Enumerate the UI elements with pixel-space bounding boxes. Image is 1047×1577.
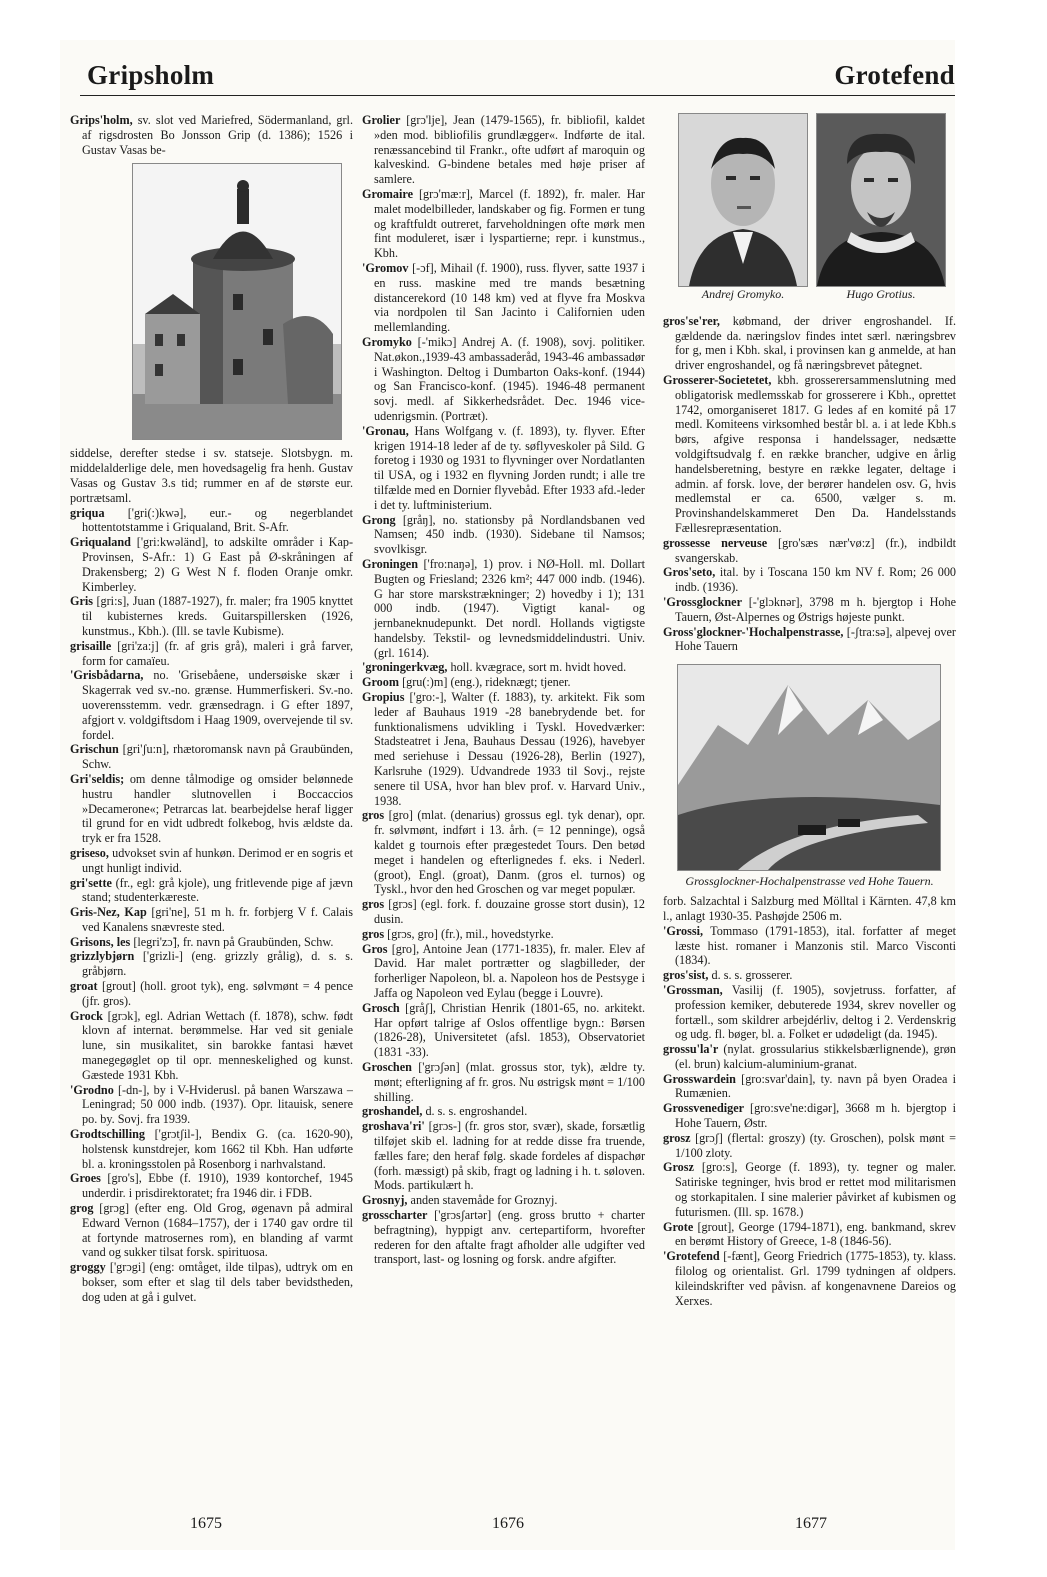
- header-right-title: Grotefend: [834, 60, 955, 90]
- entry: grosscharter ['grɔsʃartər] (eng. gross brutto + charter befragtning), hyppigt anv. certepartiform, hvorefter rederen for den aftalte fragt afholder alle udgifter ved transport, last- og losning og forsk. andre afgifter.: [362, 1207, 645, 1267]
- portrait-grotius: [816, 113, 946, 302]
- portrait-gromyko: [678, 113, 808, 302]
- entry: grog [grɔg] (efter eng. Old Grog, øgenavn på admiral Edward Vernon (1684–1757), der i 1740 gav ordre til at fortynde matrosernes rom), en blanding af varmt vand og sukker tilsat forsk. spirituosa.: [70, 1201, 353, 1260]
- entry: Gri'seldis; om denne tålmodige og omsider belønnede hustru handler slutnovellen i Boccaccios »Decamerone«; Petrarcas lat. bearbejdelse heraf ligger til grund for en vidt udbredt folkebog, hvis ældste da. tryk er fra 1528.: [70, 771, 353, 846]
- entry: Gris-Nez, Kap [gri'ne], 51 m h. fr. forbjerg V f. Calais ved Kanalens snævreste sted.: [70, 905, 353, 934]
- entry: Groschen ['grɔʃən] (mlat. grossus stor, tyk), ældre ty. mønt; efterligning af fr. gros. Nu østrigsk mønt = 1/100 shilling.: [362, 1060, 645, 1104]
- entry: Groom [gru(:)m] (eng.), rideknægt; tjener.: [362, 675, 571, 690]
- entry: Grosz [gro:s], George (f. 1893), ty. tegner og maler. Satiriske tegninger, hvis brod er rettet mod militarismen og storkapitalen. I sine malerier påvirket af kubismen og futurismen. (Ill. sp. 1678.): [663, 1160, 956, 1219]
- entry: griqua ['gri(:)kwə], eur.- og negerblandet hottentotstamme i Griqualand, Brit. S-Afr.: [70, 505, 353, 535]
- entry: 'Gronau, Hans Wolfgang v. (f. 1893), ty. flyver. Efter krigen 1914-18 leder af de ty. søflyveskoler på Sild. G foretog i 1930 og 1931 to flyvninger over Nordatlanten til USA, og i 1932 en flyvning Jorden rundt; i alle tre tilfælde med en Dornier flyvebåd. Efter 1933 afd.-leder i det ty. luftministerium.: [362, 423, 645, 512]
- entry: Grisons, les [legri'zɔ̃], fr. navn på Graubünden, Schw.: [70, 934, 334, 949]
- entry: groggy ['grɔgi] (eng: omtåget, ilde tilpas), udtryk om en bokser, som efter et slag til dels taber bevidstheden, dog uden at gå i gulvet.: [70, 1260, 353, 1304]
- entry: Gropius ['gro:-], Walter (f. 1883), ty. arkitekt. Fik som leder af Bauhaus 1919 -28 banebrydende bet. for funktionalismens udvikling i Tyskl. Hovedværker: Stadsteatret i Jena, Bauhaus Dessau (1926), havebyer med seriehuse i Dessau (1926-28), Berlin (1927), Karlsruhe (1929). Udvandrede 1933 til Sovj., rejste senere til USA, hvor han blev prof. v. Harvard Univ., 1938.: [362, 690, 645, 808]
- entry: Grischun [gri'ʃu:n], rhætoromansk navn på Graubünden, Schw.: [70, 742, 353, 772]
- entry: gri'sette (fr., egl: grå kjole), ung fritlevende pige af jævn stand; studenterkæreste.: [70, 875, 353, 905]
- column-3: [663, 113, 956, 1533]
- entry: forb. Salzachtal i Salzburg med Mölltal i Kärnten. 47,8 km l., anlagt 1930-35. Pashøjde 2506 m.: [663, 894, 956, 923]
- portrait-row: [678, 113, 956, 302]
- grotius-caption: Hugo Grotius.: [846, 287, 916, 301]
- column-1: [70, 113, 353, 1533]
- entry: Grosnyj, anden stavemåde for Groznyj.: [362, 1193, 558, 1208]
- entry: Gros [gro], Antoine Jean (1771-1835), fr. maler. Elev af David. Har malet portrætter og slagbilleder, der forherliger Napoleon, bl. a. Napoleon hos de Pestsyge i Jaffa og Napoleon ved Eylau (begge i Louvre).: [362, 941, 645, 1001]
- entry: 'Grossi, Tommaso (1791-1853), ital. forfatter af meget læste hist. romaner i Manzonis stil. Marco Visconti (1834).: [663, 923, 956, 968]
- page-number-1677: 1677: [795, 1515, 827, 1532]
- entry: Grosserer-Societetet, kbh. grosserersammenslutning med obligatorisk medlemsskab for grosserere i Kbh., oprettet 1742, omorganiseret 1817. G ledes af en komité på 17 medl. Komiteens virksomhed består bl. a. i at lede Kbh.s børs, afgive responsa i handelssager, nedsætte voldgiftsudvalg f. en række brancher, udgive en årlig handelsberetning, bestyre en række legater, deltage i admin. af forsk. love, der berører handelen osv. G, hvis medlemstal er ca. 6500, vælger s. m. Provinshandelskammeret Den Da. Handelsstands Fællesrepræsentation.: [663, 372, 956, 535]
- grotius-photo: [816, 113, 946, 287]
- entry: Grosswardein [gro:svar'dain], ty. navn på byen Oradea i Rumænien.: [663, 1071, 956, 1101]
- header-rule: [80, 95, 955, 96]
- entry: grossesse nerveuse [gro'sæs nær'vø:z] (fr.), indbildt svangerskab.: [663, 535, 956, 565]
- entry: groat [grout] (holl. groot tyk), eng. sølvmønt = 4 pence (jfr. gros).: [70, 979, 353, 1008]
- gromyko-photo: [678, 113, 808, 287]
- entry: Grosch [gråʃ], Christian Henrik (1801-65, no. arkitekt. Har opført talrige af Oslos offentlige bygn.: Børsen (1826-28), Universitetet (afsl. 1853), Observatoriet (1831 -33).: [362, 1000, 645, 1060]
- page-number-1675: 1675: [190, 1515, 222, 1532]
- entry: Gross'glockner-'Hochalpenstrasse, [-ʃtra:sə], alpevej over Hohe Tauern: [663, 624, 956, 654]
- entry: grisaille [gri'za:j] (fr. af gris grå), maleri i grå farver, form for camaïeu.: [70, 638, 353, 668]
- entry: 'Grossman, Vasilij (f. 1905), sovjetruss. forfatter, af profession kemiker, debuterede 1934, skrev noveller og fortæll., som skildrer arbejdérliv, deltog i 2. Verdenskrig og udg. fl. bøger, bl. a. Folket er udødeligt (da. 1945).: [663, 982, 956, 1042]
- alpine-road-photo: [677, 664, 941, 871]
- entry: griseso, udvokset svin af hunkøn. Derimod er en sogris et ungt hunligt individ.: [70, 845, 353, 875]
- entry: grosz [grɔʃ] (flertal: groszy) (ty. Groschen), polsk mønt = 1/100 zloty.: [663, 1130, 956, 1160]
- castle-photo: [132, 163, 342, 440]
- entry: Gromaire [grɔ'mæ:r], Marcel (f. 1892), fr. maler. Har malet modelbilleder, landskaber og fig. Formen er tung og kraftfuldt outreret, farveholdningen ofte mørk men fint moduleret, især i lyspartierne; repr. i kunstmus., Kbh.: [362, 186, 645, 261]
- entry: gros [grɔs, gro] (fr.), mil., hovedstyrke.: [362, 926, 554, 941]
- entry: Groes [gro's], Ebbe (f. 1910), 1939 kontorchef, 1945 underdir. i prisdirektoratet; fra 1946 dir. i FDB.: [70, 1171, 353, 1201]
- dictionary-page: [60, 40, 955, 1550]
- column-2: [362, 113, 645, 1533]
- entry: Groningen ['fro:naŋə], 1) prov. i NØ-Holl. ml. Dollart Bugten og Friesland; 2326 km²; 447 000 indb. (1946). G har store marskstrækninger; 2) hovedby i 1); 131 000 indb. (1947). Vigtigt kanal- og jernbaneknudepunkt. Det nordl. Hollands vigtigste handelsby. Tekstil- og levnedsmiddelindustri. Univ. (grl. 1614).: [362, 556, 645, 660]
- entry: gros'sist, d. s. s. grosserer.: [663, 968, 793, 983]
- entry: 'Grossglockner [-'glɔknər], 3798 m h. bjergtop i Hohe Tauern, Øst-Alpernes og Østrigs højeste punkt.: [663, 594, 956, 624]
- entry: Grock [grɔk], egl. Adrian Wettach (f. 1878), schw. født klovn af internat. berømmelse. Har ved sit geniale lune, sin musikalitet, sin barokke fantasi hævet manegegøglet op til opr. menneskelighed og kunst. Gæstede 1931 Kbh.: [70, 1008, 353, 1082]
- entry: 'Gromov [-ɔf], Mihail (f. 1900), russ. flyver, satte 1937 i en russ. maskine med tre mands besætning distancerekord (10 148 km) ved at flyve fra Moskva via nordpolen til San Jacinto i Californien uden mellemlanding.: [362, 260, 645, 335]
- entry: gros [grɔs] (egl. fork. f. douzaine grosse stort dusin), 12 dusin.: [362, 897, 645, 927]
- entry: gros [gro] (mlat. (denarius) grossus egl. tyk denar), opr. fr. sølvmønt, indført i 13. årh. (= 12 penninge), også kaldet g tournois efter prægestedet Tours. Den betød meget i handelen og efterlignedes f. eks. i Nederl. (groot), Engl. (groat), Danm. (gros el. turnos) og Tyskl., hvor den hed Groschen og var meget populær.: [362, 808, 645, 897]
- entry: 'Grodno [-dn-], by i V-Hviderusl. på banen Warszawa – Leningrad; 50 000 indb. (1937). Opr. litauisk, senere po. by. Sovj. fra 1939.: [70, 1082, 353, 1127]
- entry: gros'se'rer, købmand, der driver engroshandel. If. gældende da. næringslov findes intet særl. næringsbrev for g, men i Kbh. skal, i provinsen kan g anmelde, at han driver engroshandel, og få næringsbrevet påtegnet.: [663, 313, 956, 373]
- entry: Griqualand ['gri:kwəländ], to adskilte områder i Kap-Provinsen, S-Afr.: 1) G East på Ø-skråningen af Drakensberg; 2) G West N f. floden Oranje omkr. Kimberley.: [70, 535, 353, 594]
- header-left-title: Gripsholm: [87, 60, 215, 90]
- entry: groshandel, d. s. s. engroshandel.: [362, 1104, 528, 1119]
- gromyko-caption: Andrej Gromyko.: [701, 287, 785, 301]
- entry: Grips'holm, sv. slot ved Mariefred, Södermanland, grl. af rigsdrosten Bo Jonsson Grip (d. 1386); 1526 i Gustav Vasas be-: [70, 113, 353, 157]
- entry: Grote [grout], George (1794-1871), eng. bankmand, skrev en berømt History of Greece, 1-8 (1846-56).: [663, 1219, 956, 1249]
- entry: 'groningerkvæg, holl. kvægrace, sort m. hvidt hoved.: [362, 660, 627, 675]
- entry: Gris [gri:s], Juan (1887-1927), fr. maler; fra 1905 knyttet til kubisternes kreds. Guitarspillersken (1926, kunstmus., Kbh.). (Ill. se tavle Kubisme).: [70, 594, 353, 638]
- entry: groshava'ri' [grɔs-] (fr. gros stor, svær), skade, forsætlig tilføjet skib el. ladning for at redde disse fra truende, fælles fare; den heraf følg. skade fordeles af dispachør (forh. mæssigt) på skib, fragt og ladning i h. t. søloven. Mods. partikulært h.: [362, 1119, 645, 1193]
- entry: grizzlybjørn ['grizli-] (eng. grizzly grålig), d. s. s. gråbjørn.: [70, 949, 353, 979]
- entry: grossu'la'r (nylat. grossularius stikkelsbærlignende), grøn (el. brun) kalcium-aluminium-granat.: [663, 1042, 956, 1071]
- entry: 'Grisbådarna, no. 'Grisebåene, undersøiske skær i Skagerrak ved sv.-no. grænse. Hummerfiskeri. Sv.-no. uoverensstemm. vedr. grænsedragn. i G efter 1897, afgjort v. voldgiftsdom i Haag 1909, overvejende til sv. fordel.: [70, 668, 353, 742]
- entry: Grong [gråŋ], no. stationsby på Nordlandsbanen ved Namsen; 450 indb. (1930). Sidebane til Namsos; svovlkisgr.: [362, 512, 645, 557]
- entry: Gros'seto, ital. by i Toscana 150 km NV f. Rom; 26 000 indb. (1936).: [663, 565, 956, 595]
- entry: siddelse, derefter stedse i sv. statseje. Slotsbygn. m. middelalderlige dele, men hovedsagelig fra henh. Gustav Vasas og Gustav 3.s tid; rummer en af de største eur. portrætsaml.: [70, 446, 353, 505]
- entry: Grolier [grɔ'lje], Jean (1479-1565), fr. bibliofil, kaldet »den mod. bibliofilis grundlægger«. Indførte de ital. renæssancebind til Frankr., ofte udført af maroquin og kalveskind. G-bindene betales med høje priser af samlere.: [362, 113, 645, 187]
- entry: Grossvenediger [gro:sve'ne:digər], 3668 m h. bjergtop i Hohe Tauern, Østr.: [663, 1101, 956, 1131]
- page-number-1676: 1676: [492, 1515, 524, 1532]
- alpine-road-caption: Grossglockner-Hochalpenstrasse ved Hohe Tauern.: [685, 874, 934, 889]
- entry: 'Grotefend [-fænt], Georg Friedrich (1775-1853), ty. klass. filolog og orientalist. Grl. 1799 tydningen af oldpers. kileindskrifter ved påvisn. af kongenavnene Dareios og Xerxes.: [663, 1249, 956, 1308]
- entry: Gromyko [-'mikɔ] Andrej A. (f. 1908), sovj. politiker. Nat.økon.,1939-43 ambassaderåd, 1943-46 ambassadør i Washington. Deltog i Dumbarton Oaks-konf. (1944) og San Francisco-konf. (1945). 1946-48 permanent sovj. medl. af Sikkerhedsrådet. Dec. 1946 vice-udenrigsmin. (Portræt).: [362, 334, 645, 423]
- entry: Grodtschilling ['grɔtʃil-], Bendix G. (ca. 1620-90), holstensk kunstdrejer, kom 1662 til Kbh. Han udførte bl. a. kroningsstolen på Rosenborg i narhvalstand.: [70, 1127, 353, 1171]
